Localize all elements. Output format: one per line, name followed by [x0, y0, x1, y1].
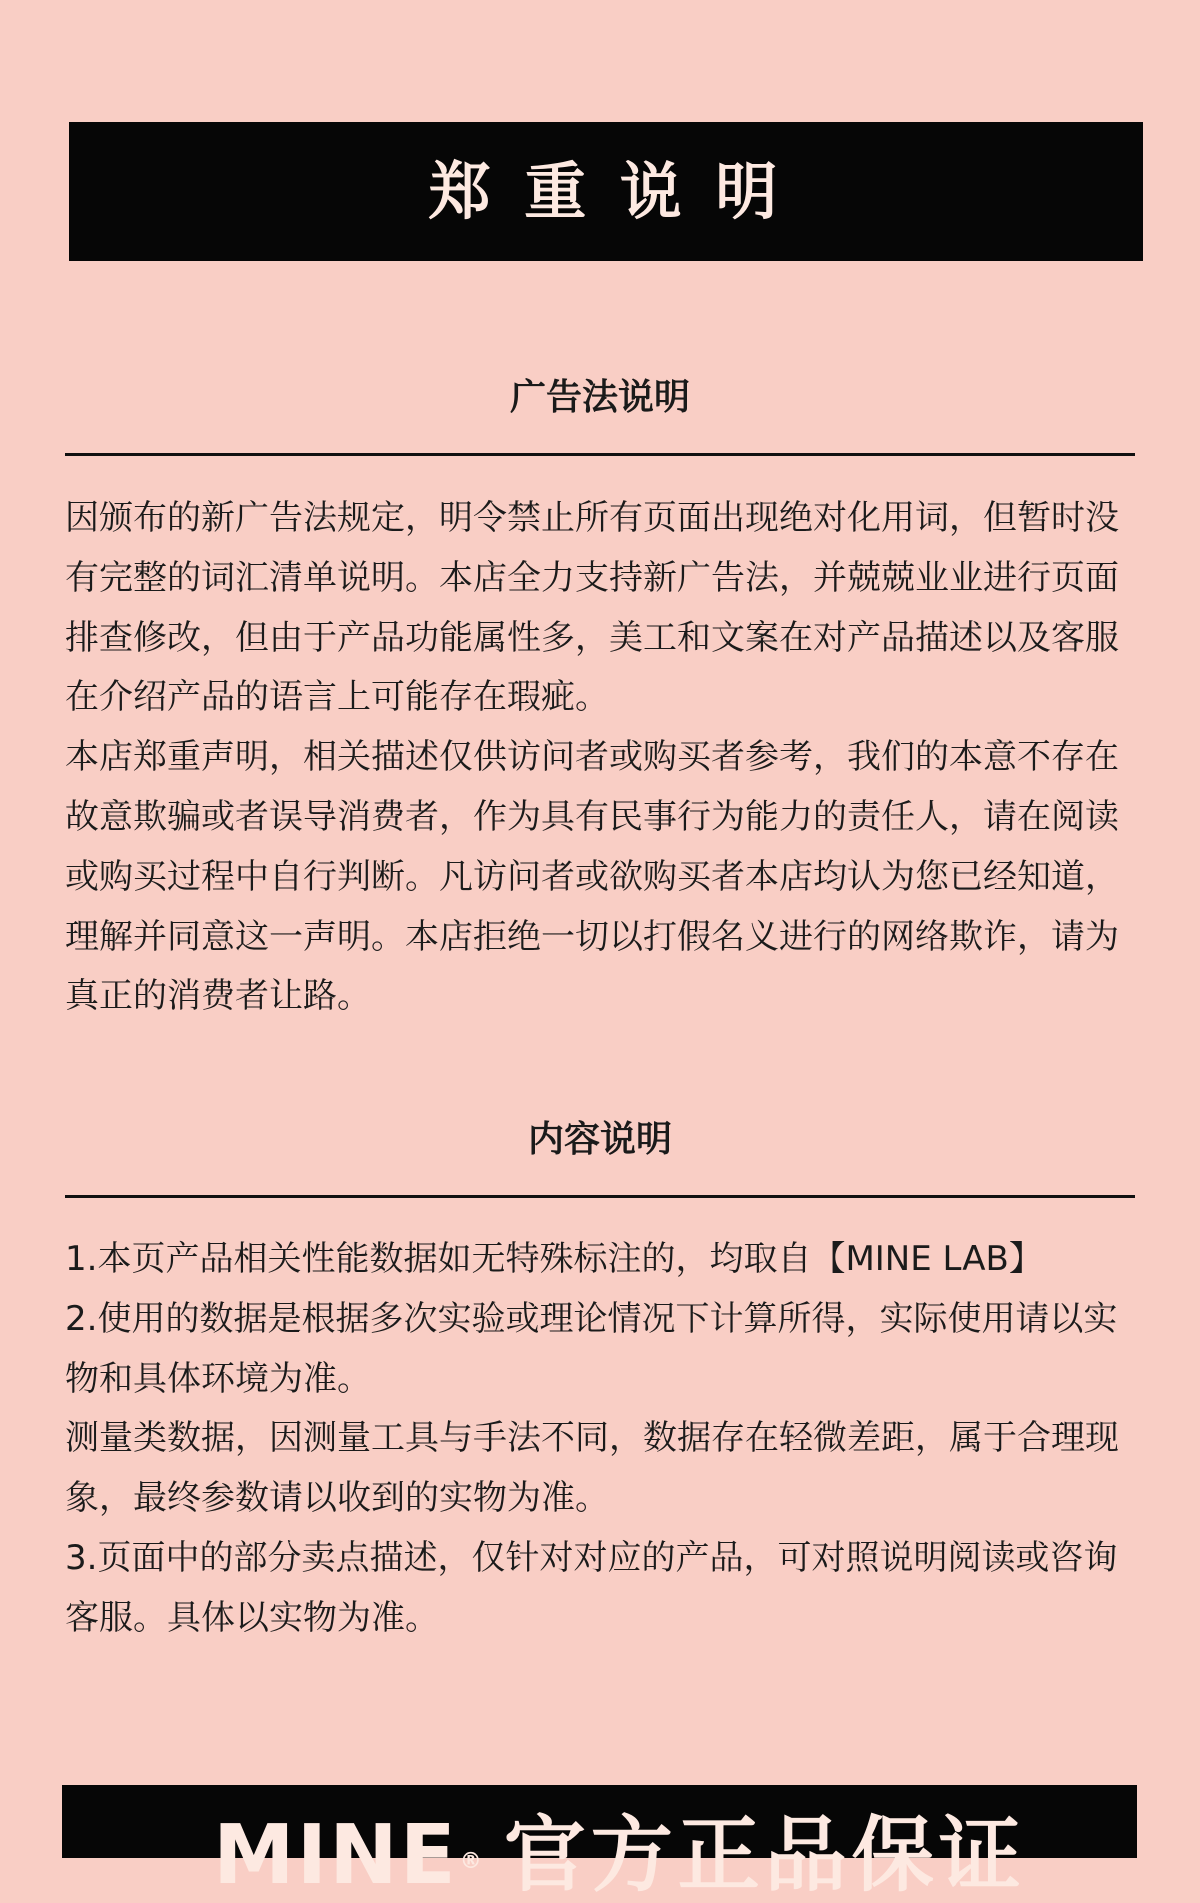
ad-law-text-line: 有完整的词汇清单说明。本店全力支持新广告法，并兢兢业业进行页面	[65, 557, 1119, 598]
footer-title	[213, 1808, 1026, 1903]
ad-law-text-block	[65, 489, 1140, 1027]
ad-law-text-line: 理解并同意这一声明。本店拒绝一切以打假名义进行的网络欺诈，请为	[65, 916, 1119, 957]
ad-law-text-line: 故意欺骗或者误导消费者，作为具有民事行为能力的责任人，请在阅读	[65, 796, 1119, 837]
registered-mark: ®	[459, 1849, 482, 1874]
content-text-line: 2.使用的数据是根据多次实验或理论情况下计算所得，实际使用请以实	[65, 1298, 1118, 1339]
ad-law-section-title: 广告法说明	[509, 377, 690, 418]
content-text-line: 测量类数据，因测量工具与手法不同，数据存在轻微差距，属于合理现	[65, 1418, 1119, 1459]
footer-slogan: 官方正品保证	[503, 1808, 1026, 1903]
content-text-line: 物和具体环境为准。	[65, 1358, 371, 1399]
content-text-line: 客服。具体以实物为准。	[65, 1597, 439, 1638]
brand-logo-text: MINE	[213, 1808, 458, 1903]
page-title: 郑 重 说 明	[428, 155, 784, 228]
content-text-block	[65, 1230, 1140, 1649]
content-text-line: 3.页面中的部分卖点描述，仅针对对应的产品，可对照说明阅读或咨询	[65, 1537, 1118, 1578]
ad-law-text-line: 真正的消费者让路。	[65, 976, 371, 1017]
header-banner	[69, 122, 1143, 261]
ad-law-text-line: 因颁布的新广告法规定，明令禁止所有页面出现绝对化用词，但暂时没	[65, 498, 1119, 538]
ad-law-text-line: 在介绍产品的语言上可能存在瑕疵。	[65, 677, 609, 718]
ad-law-text-line: 或购买过程中自行判断。凡访问者或欲购买者本店均认为您已经知道，	[65, 856, 1119, 897]
content-divider	[65, 1195, 1135, 1198]
content-section-title: 内容说明	[527, 1119, 672, 1160]
ad-law-divider	[65, 453, 1135, 456]
ad-law-text-line: 本店郑重声明，相关描述仅供访问者或购买者参考，我们的本意不存在	[65, 737, 1119, 778]
content-text-line: 1.本页产品相关性能数据如无特殊标注的，均取自【MINE LAB】	[65, 1239, 1043, 1279]
footer-banner	[62, 1785, 1137, 1903]
content-text-line: 象，最终参数请以收到的实物为准。	[65, 1478, 609, 1519]
ad-law-text-line: 排查修改，但由于产品功能属性多，美工和文案在对产品描述以及客服	[65, 617, 1119, 658]
